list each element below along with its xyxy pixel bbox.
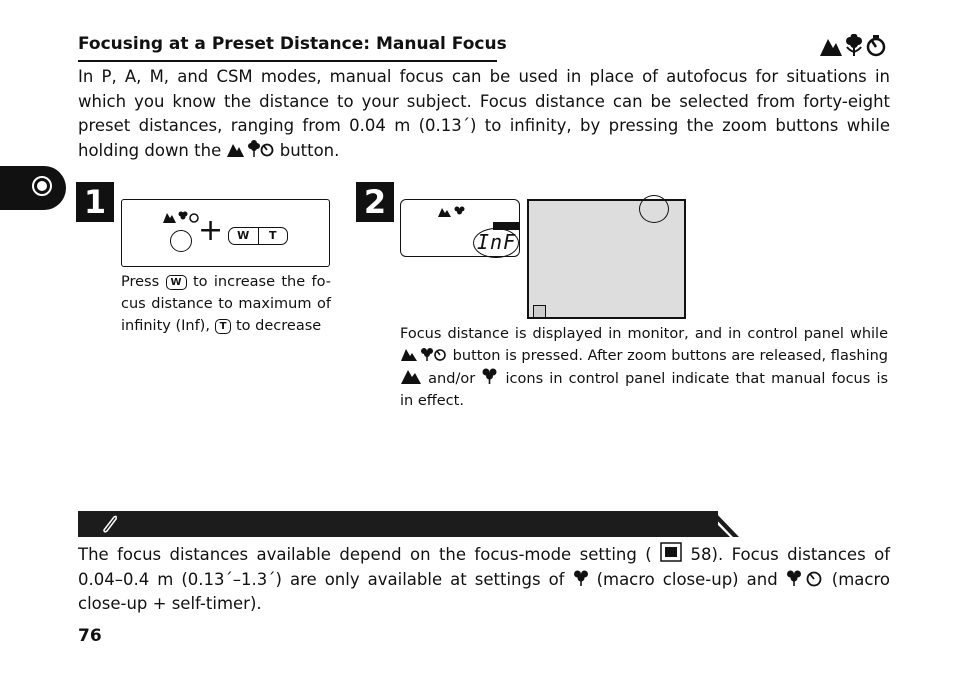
plus-sign: + (198, 213, 224, 248)
intro-paragraph (78, 65, 890, 163)
mode-button-icon (400, 346, 448, 362)
step-2-caption: Focus distance is displayed in monitor, and in control panel while button is pressed. After zoom buttons are released, flashing and/or icons in control panel indicate that manual focus is in effect. (400, 326, 889, 409)
page-number: 76 (78, 626, 102, 646)
title-underline (78, 60, 497, 62)
macro-flower-icon (573, 569, 589, 587)
mode-button-icon (162, 210, 202, 224)
zoom-w-icon: W (166, 275, 187, 290)
macro-flower-icon (846, 34, 862, 56)
self-timer-icon (868, 35, 884, 55)
mountain-icon (820, 39, 842, 56)
step-1-caption: Press W to increase the fo-cus distance to maximum of infinity (Inf), T to decrease (121, 274, 332, 334)
step-2-badge: 2 (356, 182, 394, 222)
note-paragraph: The focus distances available depend on the focus-mode setting ( 58). Focus distances of 0.04–0.4 m (0.13´–1.3´) are only available at settings of (macro close-up) and (macro close-up + self-timer). (78, 542, 890, 617)
mountain-icon (400, 367, 422, 385)
control-panel-diagram (400, 199, 520, 257)
focus-mode-display-icon (437, 205, 469, 218)
reference-book-icon (660, 542, 682, 562)
monitor-focus-highlight (639, 195, 669, 223)
zoom-w-button: W (229, 228, 259, 244)
zoom-t-button: T (268, 229, 277, 242)
focus-distance-readout: InF (477, 230, 517, 254)
monitor-diagram (527, 199, 686, 319)
intro-text-end: button. (279, 140, 340, 160)
focus-mode-icons (818, 34, 888, 58)
step-1-badge: 1 (76, 182, 114, 222)
manual-focus-icon (533, 305, 546, 318)
zoom-t-icon: T (215, 319, 232, 334)
zoom-buttons (228, 227, 288, 245)
pencil-note-icon (100, 514, 120, 534)
note-bar-end (690, 511, 740, 537)
intro-text: In P, A, M, and CSM modes, manual focus can be used in place of autofocus for situations in which you know the distance to your subject. Focus distance can be selected from forty-eight preset distances, ranging from 0.04 m (0.13´) to infinity, by pressing the zoom buttons while holding down the (78, 67, 890, 160)
macro-flower-icon (481, 367, 499, 385)
section-tab (0, 166, 66, 210)
mode-button-icon (226, 140, 274, 158)
page-title: Focusing at a Preset Distance: Manual Focus (78, 34, 507, 54)
note-bar (78, 511, 718, 537)
step-1-camera-diagram (121, 199, 330, 267)
macro-self-timer-icon (786, 569, 824, 587)
mode-button-circle (170, 230, 192, 252)
